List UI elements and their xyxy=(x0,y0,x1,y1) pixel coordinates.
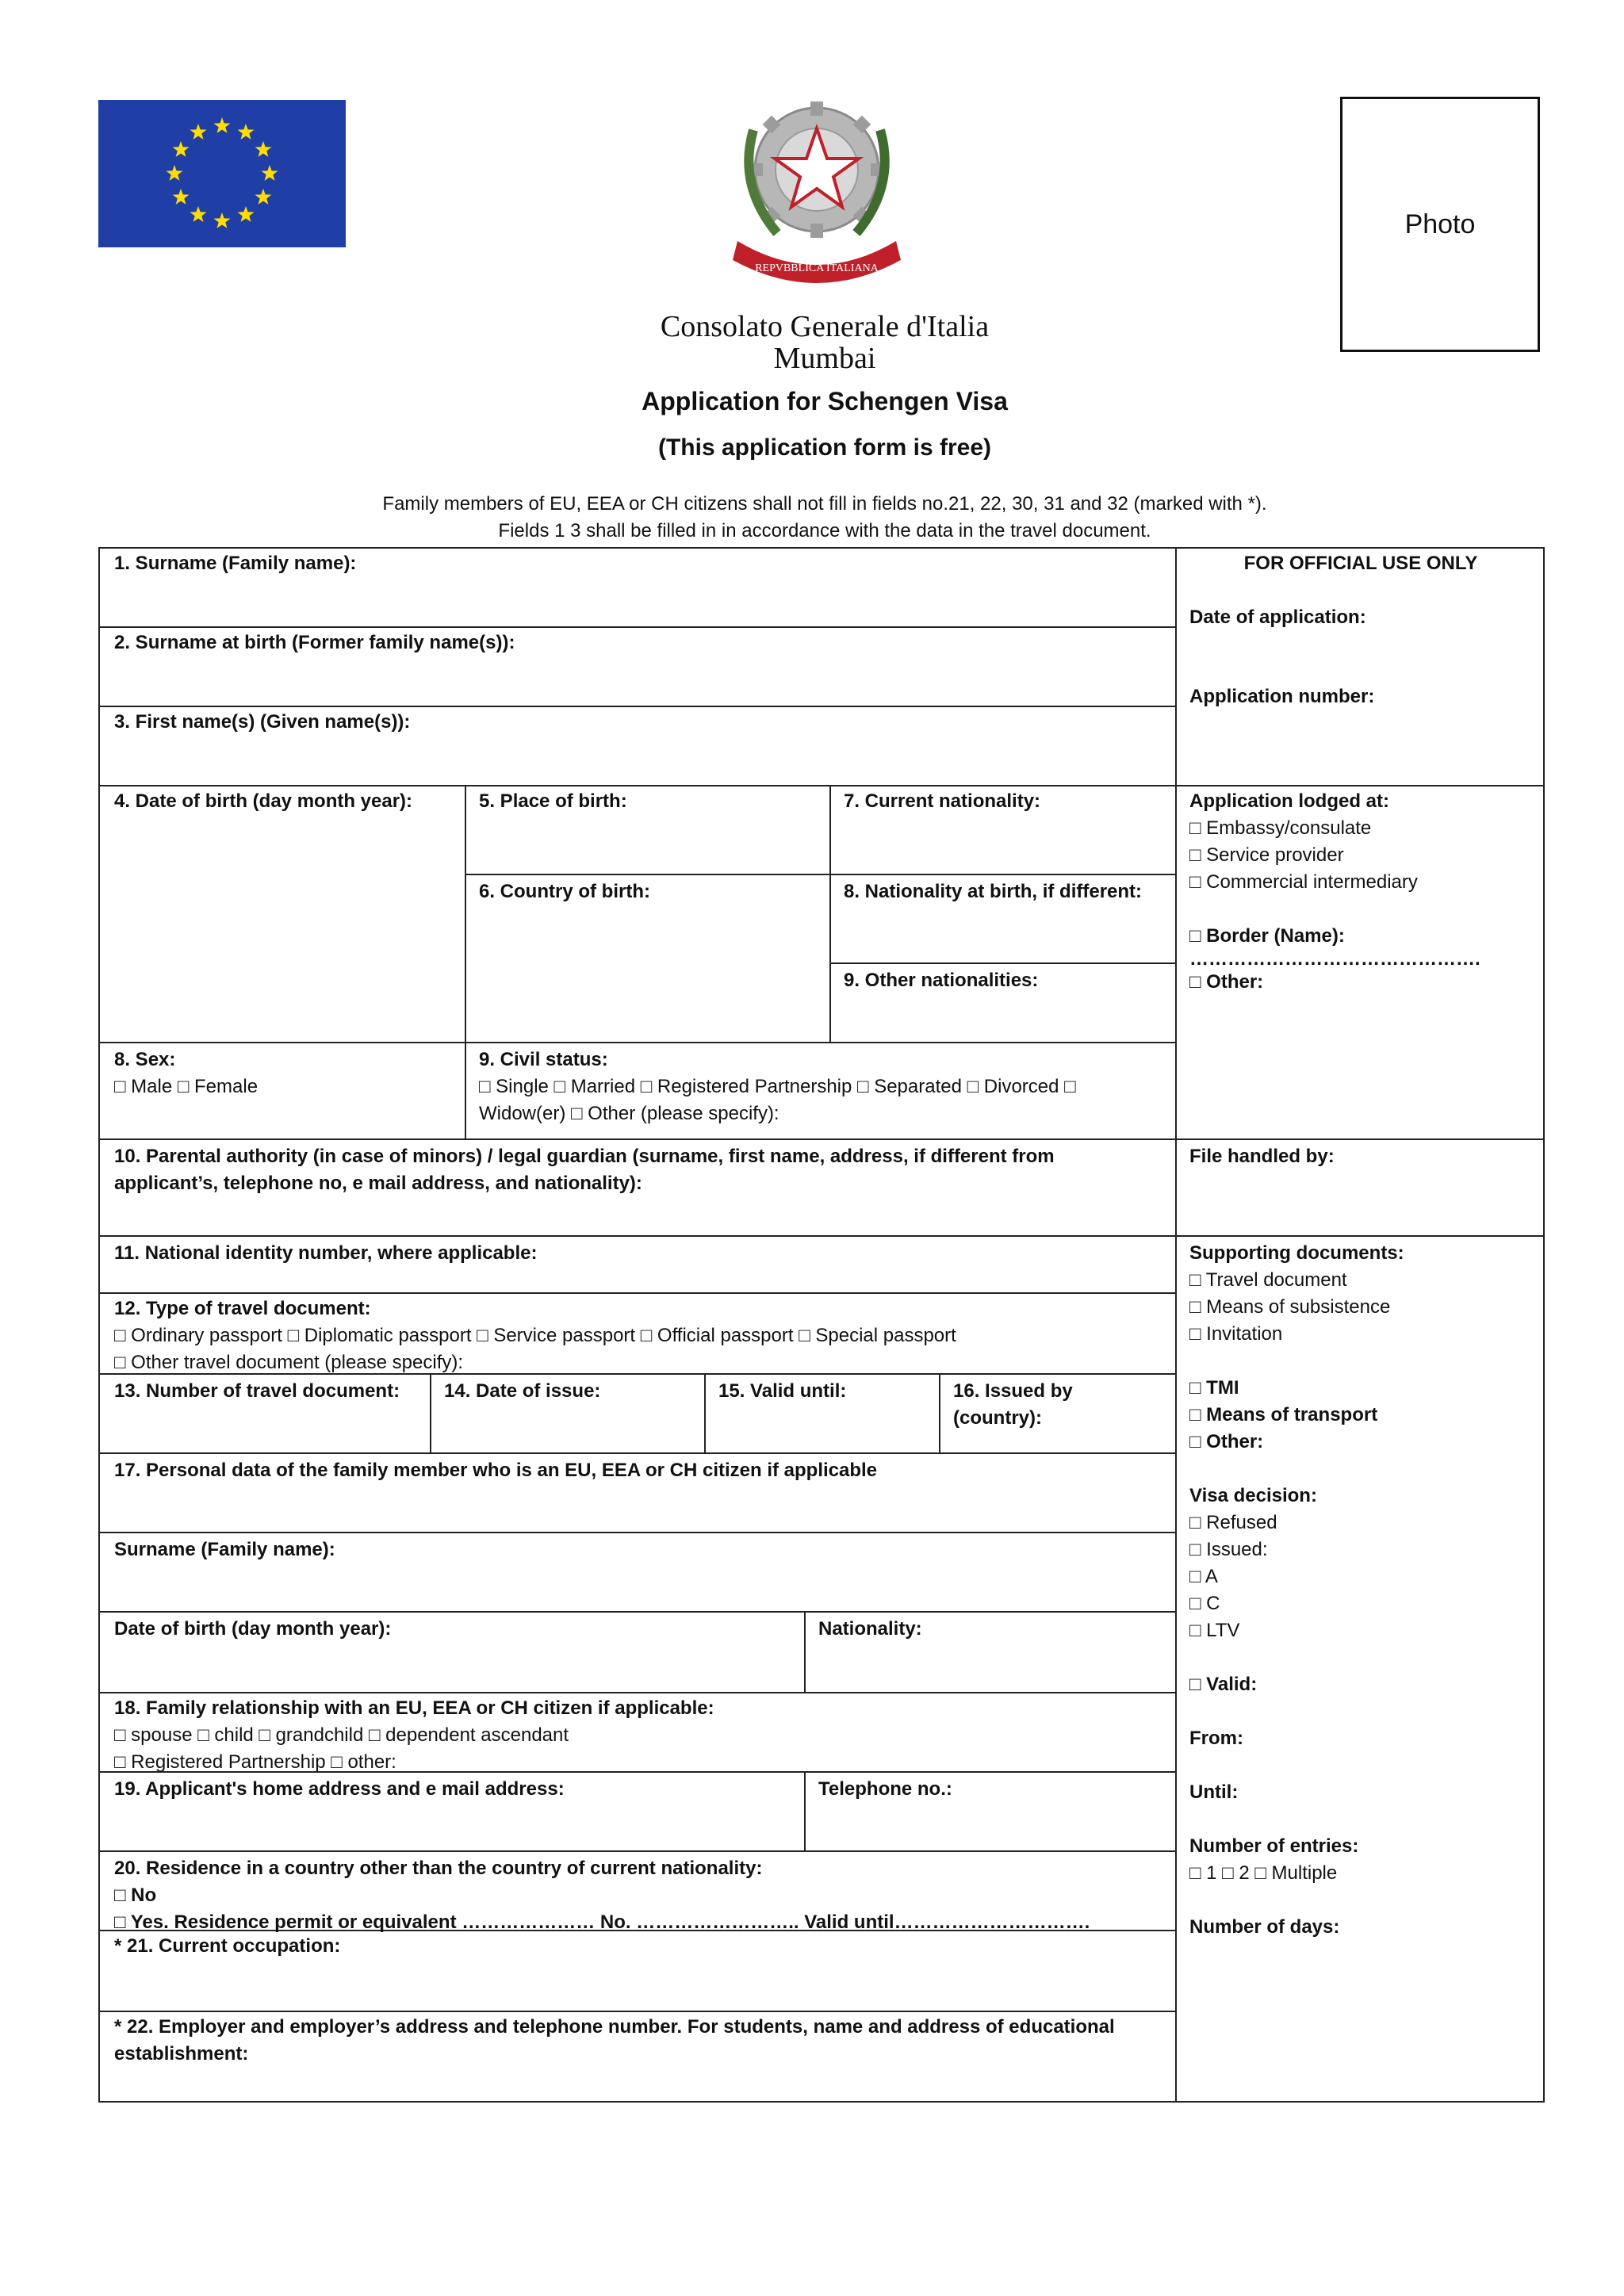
sex-options[interactable]: □ Male □ Female xyxy=(114,1076,259,1097)
visa-valid[interactable]: □ Valid: xyxy=(1189,1674,1258,1695)
lodged-border[interactable]: □ Border (Name): xyxy=(1189,925,1345,947)
visa-days: Number of days: xyxy=(1189,1916,1340,1938)
field-6-country-of-birth: 6. Country of birth: xyxy=(479,881,650,902)
visa-from: From: xyxy=(1189,1728,1243,1749)
field-20-no[interactable]: □ No xyxy=(114,1885,157,1906)
photo-label: Photo xyxy=(1404,209,1476,239)
eu-star-icon xyxy=(214,117,231,133)
lodged-embassy[interactable]: □ Embassy/consulate xyxy=(1189,817,1372,839)
eu-stars-icon xyxy=(98,100,346,247)
eu-star-icon xyxy=(262,165,278,181)
eu-star-icon xyxy=(190,124,207,140)
field-12-label: 12. Type of travel document: xyxy=(114,1298,371,1319)
lodged-border-dots: ………………………………………. xyxy=(1189,948,1480,970)
field-20-yes[interactable]: □ Yes. Residence permit or equivalent ………………… No. …………………….. Valid until…………………………. xyxy=(114,1911,1090,1933)
eu-star-icon xyxy=(255,189,272,205)
field-17-nationality: Nationality: xyxy=(818,1618,922,1640)
italian-emblem xyxy=(722,82,912,297)
visa-entries-label: Number of entries: xyxy=(1189,1835,1359,1857)
page-subtitle: (This application form is free) xyxy=(657,434,992,461)
supporting-other[interactable]: □ Other: xyxy=(1189,1431,1264,1452)
field-19-telephone: Telephone no.: xyxy=(818,1778,952,1800)
instruction-note-2: Fields 1 3 shall be filled in in accordance with the data in the travel document. xyxy=(498,520,1151,541)
civil-status-options-1[interactable]: □ Single □ Married □ Registered Partnership □ Separated □ Divorced □ xyxy=(479,1076,1076,1097)
supporting-docs-label: Supporting documents: xyxy=(1189,1242,1404,1264)
sex-label: 8. Sex: xyxy=(114,1049,176,1070)
eu-star-icon xyxy=(173,189,190,205)
field-17-surname: Surname (Family name): xyxy=(114,1539,335,1560)
eu-star-icon xyxy=(167,165,183,181)
field-12-travel-document-type xyxy=(114,1295,956,1376)
official-date-of-application: Date of application: xyxy=(1189,607,1366,628)
eu-star-icon xyxy=(190,206,207,222)
eu-star-icon xyxy=(214,212,231,228)
supporting-travel-document[interactable]: □ Travel document xyxy=(1189,1269,1347,1291)
lodged-service-provider[interactable]: □ Service provider xyxy=(1189,844,1344,866)
field-12-options-2[interactable]: □ Other travel document (please specify): xyxy=(114,1352,464,1373)
field-11-national-id: 11. National identity number, where applicable: xyxy=(114,1242,538,1264)
visa-type-c[interactable]: □ C xyxy=(1189,1593,1220,1614)
civil-status-label: 9. Civil status: xyxy=(479,1049,608,1070)
visa-decision-label: Visa decision: xyxy=(1189,1485,1317,1506)
field-21-occupation: * 21. Current occupation: xyxy=(114,1935,341,1957)
supporting-tmi[interactable]: □ TMI xyxy=(1189,1377,1239,1399)
field-7-current-nationality: 7. Current nationality: xyxy=(844,790,1041,812)
emblem-icon xyxy=(722,82,912,297)
official-lodged-at xyxy=(1189,788,1480,996)
supporting-means-subsistence[interactable]: □ Means of subsistence xyxy=(1189,1296,1391,1318)
field-15-valid-until: 15. Valid until: xyxy=(718,1380,847,1402)
field-4-date-of-birth: 4. Date of birth (day month year): xyxy=(114,790,413,812)
eu-star-icon xyxy=(255,141,272,157)
supporting-invitation[interactable]: □ Invitation xyxy=(1189,1323,1283,1345)
field-3-first-name: 3. First name(s) (Given name(s)): xyxy=(114,711,411,733)
field-9-other-nationalities: 9. Other nationalities: xyxy=(844,970,1039,991)
field-8-sex xyxy=(114,1047,258,1100)
lodged-other[interactable]: □ Other: xyxy=(1189,971,1264,993)
field-18-family-relationship xyxy=(114,1695,714,1776)
visa-refused[interactable]: □ Refused xyxy=(1189,1512,1277,1533)
consulate-city: Mumbai xyxy=(773,342,876,375)
lodged-commercial[interactable]: □ Commercial intermediary xyxy=(1189,871,1418,893)
official-application-number: Application number: xyxy=(1189,686,1375,707)
field-14-date-of-issue: 14. Date of issue: xyxy=(444,1380,601,1402)
field-17-family-member: 17. Personal data of the family member who is an EU, EEA or CH citizen if applicable xyxy=(114,1460,878,1481)
field-18-label: 18. Family relationship with an EU, EEA or CH citizen if applicable: xyxy=(114,1697,714,1719)
field-8-nationality-at-birth: 8. Nationality at birth, if different: xyxy=(844,881,1143,902)
field-17-date-of-birth: Date of birth (day month year): xyxy=(114,1618,392,1640)
field-18-options-2[interactable]: □ Registered Partnership □ other: xyxy=(114,1751,396,1773)
field-22-line-2: establishment: xyxy=(114,2043,249,2064)
visa-entries-options[interactable]: □ 1 □ 2 □ Multiple xyxy=(1189,1862,1338,1884)
lodged-at-label: Application lodged at: xyxy=(1189,790,1389,812)
field-5-place-of-birth: 5. Place of birth: xyxy=(479,790,627,812)
field-16-line-1: 16. Issued by xyxy=(953,1380,1073,1402)
field-2-surname-at-birth: 2. Surname at birth (Former family name(s)): xyxy=(114,632,515,653)
field-20-label: 20. Residence in a country other than the country of current nationality: xyxy=(114,1858,763,1879)
field-10-line-2: applicant’s, telephone no, e mail address, and nationality): xyxy=(114,1173,642,1194)
field-10-parental-authority xyxy=(114,1143,1055,1197)
field-19-home-address: 19. Applicant's home address and e mail address: xyxy=(114,1778,565,1800)
visa-until: Until: xyxy=(1189,1781,1239,1803)
visa-type-ltv[interactable]: □ LTV xyxy=(1189,1620,1240,1641)
page-title: Application for Schengen Visa xyxy=(642,387,1008,415)
eu-star-icon xyxy=(238,124,255,140)
field-10-line-1: 10. Parental authority (in case of minors) / legal guardian (surname, first name, address, if different from xyxy=(114,1146,1055,1167)
field-18-options-1[interactable]: □ spouse □ child □ grandchild □ dependent ascendant xyxy=(114,1724,569,1746)
visa-type-a[interactable]: □ A xyxy=(1189,1566,1218,1587)
visa-issued[interactable]: □ Issued: xyxy=(1189,1539,1268,1560)
instruction-note-1: Family members of EU, EEA or CH citizens shall not fill in fields no.21, 22, 30, 31 and 32 (marked with *). xyxy=(382,493,1267,515)
official-use-title: FOR OFFICIAL USE ONLY xyxy=(1243,553,1478,574)
field-16-line-2: (country): xyxy=(953,1407,1042,1429)
field-22-employer xyxy=(114,2014,1115,2068)
supporting-means-transport[interactable]: □ Means of transport xyxy=(1189,1404,1378,1425)
field-22-line-1: * 22. Employer and employer’s address and telephone number. For students, name and address of educational xyxy=(114,2016,1115,2038)
eu-star-icon xyxy=(173,141,190,157)
field-13-document-number: 13. Number of travel document: xyxy=(114,1380,400,1402)
eu-flag xyxy=(98,100,346,247)
field-1-surname: 1. Surname (Family name): xyxy=(114,553,357,574)
svg-text:REPVBBLICA ITALIANA: REPVBBLICA ITALIANA xyxy=(755,262,879,274)
official-supporting-docs xyxy=(1189,1240,1404,1941)
application-form-table xyxy=(98,547,1545,2103)
eu-star-icon xyxy=(238,206,255,222)
field-20-residence xyxy=(114,1855,1090,1936)
consulate-name: Consolato Generale d'Italia xyxy=(660,310,990,343)
civil-status-options-2[interactable]: Widow(er) □ Other (please specify): xyxy=(479,1103,779,1124)
official-file-handled: File handled by: xyxy=(1189,1146,1335,1167)
field-16-issued-by xyxy=(953,1378,1073,1432)
field-9-civil-status xyxy=(479,1047,1076,1127)
field-12-options-1[interactable]: □ Ordinary passport □ Diplomatic passport □ Service passport □ Official passport □ Special passport xyxy=(114,1325,956,1346)
